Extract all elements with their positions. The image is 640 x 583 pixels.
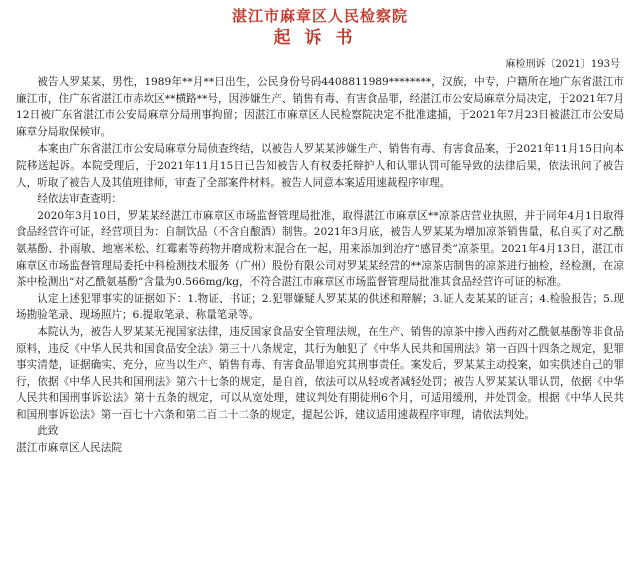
document-type-title: 起诉书 [273, 28, 367, 48]
evidence-paragraph: 认定上述犯罪事实的证据如下：1.物证、书证；2.犯罪嫌疑人罗某某的供述和辩解；3.证人麦某某的证言；4.检验报告；5.现场勘验笔录、现场照片；6.提取笔录、称量笔录等。 [16, 292, 624, 322]
opinion-paragraph: 本院认为，被告人罗某某无视国家法律，违反国家食品安全管理法规，在生产、销售的凉茶中掺入西药对乙酰氨基酚等非食品原料，违反《中华人民共和国食品安全法》第三十八条规定，其行为触犯了《中华人民共和国刑法》第一百四十四条之规定，犯罪事实清楚，证据确实、充分，应当以生产、销售有毒、有害食品罪追究其刑事责任。案发后，罗某某主动投案，如实供述自己的罪行，依据《中华人民共和国刑法》第六十七条的规定，是自首，依法可以从轻或者减轻处罚；被告人罗某某认罪认罚，依据《中华人民共和国刑事诉讼法》第十五条的规定，可以从宽处理，建议判处有期徒刑6个月，可适用缓刑，并处罚金。根据《中华人民共和国刑事诉讼法》第一百七十六条和第二百二十二条的规定，提起公诉，建议适用速裁程序审理，请依法判处。 [16, 325, 624, 421]
procedure-paragraph: 本案由广东省湛江市公安局麻章分局侦查终结，以被告人罗某某涉嫌生产、销售有毒、有害食品案，于2021年11月15日向本院移送起诉。本院受理后，于2021年11月15日已告知被告人有权委托辩护人和认罪认罚可能导致的法律后果，依法讯问了被告人，听取了被告人及其值班律师，审查了全部案件材料。被告人同意本案适用速裁程序审理。 [16, 143, 624, 189]
review-intro: 经依法审查查明： [37, 193, 122, 206]
recipient-court: 湛江市麻章区人民法院 [16, 442, 122, 455]
document-number: 麻检刑诉〔2021〕193号 [505, 59, 620, 70]
closing-salutation: 此致 [37, 425, 59, 438]
procuratorate-title: 湛江市麻章区人民检察院 [231, 7, 408, 25]
defendant-paragraph: 被告人罗某某，男性，1989年**月**日出生，公民身份号码4408811989********，汉族，中专，户籍所在地广东省湛江市廉江市，住广东省湛江市赤坎区**横路**号，因涉嫌生产、销售有毒、有害食品罪，经湛江市公安局麻章分局决定，于2021年7月12日被广东省湛江市公安局麻章分局刑事拘留；因湛江市麻章区人民检察院决定不批准逮捕，于2021年7月23日被湛江市公安局麻章分局取保候审。 [16, 76, 624, 138]
facts-paragraph: 2020年3月10日，罗某某经湛江市麻章区市场监督管理局批准，取得湛江市麻章区**凉茶店营业执照，并于同年4月1日取得食品经营许可证，经营项目为：自制饮品（不含自酿酒）制售。2021年3月底，被告人罗某某为增加凉茶销售量，私自买了对乙酰氨基酚、扑雨敏、地塞米松、红霉素等药物并磨成粉末混合在一起，用来添加到治疗“感冒类”凉茶里。2021年4月13日，湛江市麻章区市场监督管理局委托中科检测技术服务（广州）股份有限公司对罗某某经营的**凉茶店制售的凉茶进行抽检，经检测，在凉茶中检测出“对乙酰氨基酚”含量为0.566mg/kg，不符合湛江市麻章区市场监督管理局批准其食品经营许可证的标准。 [16, 209, 624, 289]
